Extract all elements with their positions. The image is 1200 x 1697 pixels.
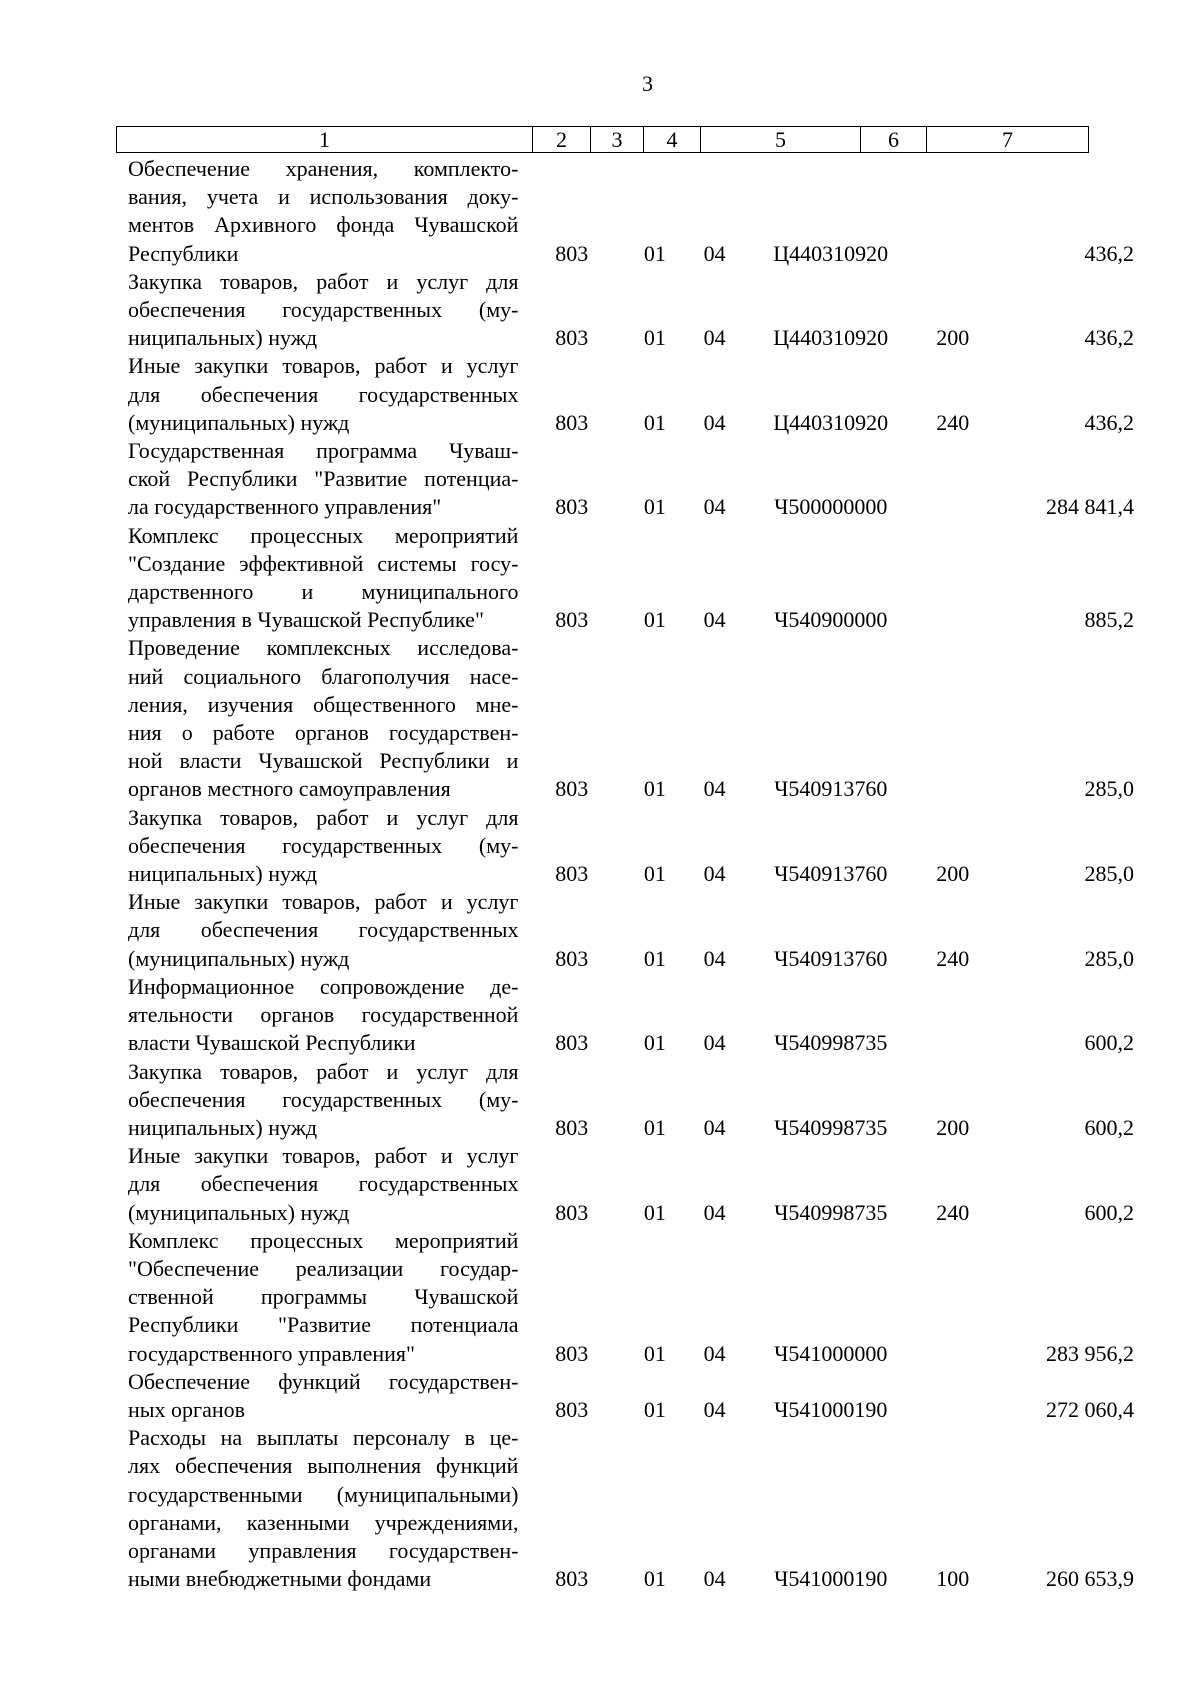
col-6-cell: 200 xyxy=(936,861,970,887)
description-line: (муниципальных) нужд xyxy=(128,1199,350,1225)
col-4-cell: 04 xyxy=(703,409,726,435)
col-2-cell: 803 xyxy=(555,1030,589,1056)
col-7-cell: 284 841,4 xyxy=(1046,494,1135,520)
description-line: для обеспечения государственных xyxy=(128,1171,519,1197)
col-2-cell: 803 xyxy=(555,607,589,633)
description-line: (муниципальных) нужд xyxy=(128,409,350,435)
table-row xyxy=(116,1227,1146,1368)
description-line: ниципальных) нужд xyxy=(128,1114,318,1140)
description-line: органами, казенными учреждениями, xyxy=(128,1509,519,1535)
col-3-cell: 01 xyxy=(643,607,666,633)
col-7-cell: 285,0 xyxy=(1084,861,1135,887)
description-line: "Обеспечение реализации государ- xyxy=(128,1255,519,1281)
description-line: органов местного самоуправления xyxy=(128,776,451,802)
col-2-cell: 803 xyxy=(555,861,589,887)
row-description xyxy=(116,1227,518,1368)
col-5-cell: Ч541000000 xyxy=(774,1340,888,1366)
col-5-cell: Ц440310920 xyxy=(773,409,889,435)
col-6-cell: 100 xyxy=(936,1566,970,1592)
col-4-cell: 04 xyxy=(703,776,726,802)
row-description xyxy=(116,1368,518,1424)
table-row xyxy=(116,268,1146,353)
table-row xyxy=(116,1058,1146,1143)
col-3-cell: 01 xyxy=(643,945,666,971)
description-line: Иные закупки товаров, работ и услуг xyxy=(128,889,519,915)
col-3-cell: 01 xyxy=(643,1114,666,1140)
table-row xyxy=(116,352,1146,437)
row-description xyxy=(116,973,518,1058)
description-line: ятельности органов государственной xyxy=(128,1002,519,1028)
header-col-2: 2 xyxy=(533,127,591,153)
description-line: государственными (муниципальными) xyxy=(128,1481,519,1507)
table-header xyxy=(116,126,1089,153)
col-5-cell: Ч540913760 xyxy=(774,776,888,802)
description-line: (муниципальных) нужд xyxy=(128,945,350,971)
description-line: ной власти Чувашской Республики и xyxy=(128,748,519,774)
table-body xyxy=(116,155,1146,1593)
description-line: Республики xyxy=(128,240,239,266)
col-4-cell: 04 xyxy=(703,607,726,633)
row-description xyxy=(116,888,518,973)
col-7-cell: 285,0 xyxy=(1084,776,1135,802)
page-number: 3 xyxy=(642,71,653,96)
description-line: ментов Архивного фонда Чувашской xyxy=(128,212,519,238)
description-line: ниципальных) нужд xyxy=(128,861,318,887)
description-line: "Создание эффективной системы госу- xyxy=(128,550,519,576)
table-row xyxy=(116,634,1146,803)
col-4-cell: 04 xyxy=(703,240,726,266)
col-7-cell: 436,2 xyxy=(1084,325,1135,351)
col-2-cell: 803 xyxy=(555,409,589,435)
col-2-cell: 803 xyxy=(555,240,589,266)
description-line: Иные закупки товаров, работ и услуг xyxy=(128,353,519,379)
description-line: лях обеспечения выполнения функций xyxy=(128,1453,519,1479)
col-2-cell: 803 xyxy=(555,325,589,351)
col-4-cell: 04 xyxy=(703,861,726,887)
col-4-cell: 04 xyxy=(703,1566,726,1592)
description-line: Закупка товаров, работ и услуг для xyxy=(128,268,519,294)
col-5-cell: Ч540913760 xyxy=(774,945,888,971)
header-col-4: 4 xyxy=(644,127,701,153)
header-col-7: 7 xyxy=(927,127,1089,153)
header-col-3: 3 xyxy=(591,127,644,153)
col-5-cell: Ц440310920 xyxy=(773,240,889,266)
col-7-cell: 436,2 xyxy=(1084,240,1135,266)
row-description xyxy=(116,352,518,437)
description-line: ных органов xyxy=(128,1396,246,1422)
description-line: Расходы на выплаты персоналу в це- xyxy=(128,1425,519,1451)
description-line: управления в Чувашской Республике" xyxy=(128,607,484,633)
col-3-cell: 01 xyxy=(643,325,666,351)
description-line: вания, учета и использования доку- xyxy=(128,184,519,210)
col-7-cell: 283 956,2 xyxy=(1046,1340,1135,1366)
row-description xyxy=(116,1424,518,1593)
col-2-cell: 803 xyxy=(555,494,589,520)
description-line: Закупка товаров, работ и услуг для xyxy=(128,1058,519,1084)
row-description xyxy=(116,1142,518,1227)
description-line: Обеспечение хранения, комплекто- xyxy=(128,156,519,181)
description-line: власти Чувашской Республики xyxy=(128,1030,416,1056)
col-3-cell: 01 xyxy=(643,1340,666,1366)
col-7-cell: 436,2 xyxy=(1084,409,1135,435)
col-2-cell: 803 xyxy=(555,1340,589,1366)
col-5-cell: Ч540998735 xyxy=(774,1199,888,1225)
col-7-cell: 600,2 xyxy=(1084,1114,1135,1140)
col-5-cell: Ч500000000 xyxy=(774,494,888,520)
description-line: Комплекс процессных мероприятий xyxy=(128,522,519,548)
description-line: Иные закупки товаров, работ и услуг xyxy=(128,1143,519,1169)
table-row xyxy=(116,437,1146,522)
table-row xyxy=(116,888,1146,973)
description-line: органами управления государствен- xyxy=(128,1537,519,1563)
col-4-cell: 04 xyxy=(703,1030,726,1056)
col-3-cell: 01 xyxy=(643,1396,666,1422)
col-7-cell: 272 060,4 xyxy=(1046,1396,1135,1422)
col-5-cell: Ц440310920 xyxy=(773,325,889,351)
row-description xyxy=(116,634,518,803)
col-5-cell: Ч541000190 xyxy=(774,1566,888,1592)
col-6-cell: 240 xyxy=(936,1199,970,1225)
description-line: ний социального благополучия насе- xyxy=(128,663,519,689)
header-col-5: 5 xyxy=(701,127,861,153)
description-line: Закупка товаров, работ и услуг для xyxy=(128,804,519,830)
col-3-cell: 01 xyxy=(643,1199,666,1225)
description-line: Проведение комплексных исследова- xyxy=(128,635,519,661)
col-2-cell: 803 xyxy=(555,1566,589,1592)
description-line: ла государственного управления" xyxy=(128,494,442,520)
description-line: ской Республики "Развитие потенциа- xyxy=(128,466,519,492)
description-line: для обеспечения государственных xyxy=(128,381,519,407)
description-line: Государственная программа Чуваш- xyxy=(128,438,519,464)
col-2-cell: 803 xyxy=(555,776,589,802)
table-row xyxy=(116,155,1146,268)
description-line: обеспечения государственных (му- xyxy=(128,832,519,858)
col-5-cell: Ч540900000 xyxy=(774,607,888,633)
row-description xyxy=(116,804,518,889)
col-3-cell: 01 xyxy=(643,1030,666,1056)
col-3-cell: 01 xyxy=(643,861,666,887)
description-line: Обеспечение функций государствен- xyxy=(128,1368,519,1394)
col-2-cell: 803 xyxy=(555,1114,589,1140)
description-line: Республики "Развитие потенциала xyxy=(128,1312,519,1338)
col-3-cell: 01 xyxy=(643,494,666,520)
description-line: обеспечения государственных (му- xyxy=(128,1086,519,1112)
table-row xyxy=(116,973,1146,1058)
description-line: обеспечения государственных (му- xyxy=(128,297,519,323)
col-2-cell: 803 xyxy=(555,1396,589,1422)
table-row xyxy=(116,804,1146,889)
table-row xyxy=(116,1424,1146,1593)
description-line: дарственного и муниципального xyxy=(128,579,519,605)
col-7-cell: 260 653,9 xyxy=(1046,1566,1135,1592)
col-6-cell: 240 xyxy=(936,945,970,971)
row-description xyxy=(116,1058,518,1143)
row-description xyxy=(116,522,518,635)
header-col-6: 6 xyxy=(861,127,927,153)
description-line: Комплекс процессных мероприятий xyxy=(128,1227,519,1253)
col-4-cell: 04 xyxy=(703,1340,726,1366)
col-4-cell: 04 xyxy=(703,1396,726,1422)
description-line: ственной программы Чувашской xyxy=(128,1284,519,1310)
col-4-cell: 04 xyxy=(703,325,726,351)
description-line: ниципальных) нужд xyxy=(128,325,318,351)
col-2-cell: 803 xyxy=(555,1199,589,1225)
col-4-cell: 04 xyxy=(703,945,726,971)
header-col-1: 1 xyxy=(117,127,533,153)
table-row xyxy=(116,522,1146,635)
col-3-cell: 01 xyxy=(643,1566,666,1592)
col-7-cell: 885,2 xyxy=(1084,607,1135,633)
description-line: ления, изучения общественного мне- xyxy=(128,691,519,717)
col-5-cell: Ч541000190 xyxy=(774,1396,888,1422)
col-7-cell: 285,0 xyxy=(1084,945,1135,971)
table-row xyxy=(116,1142,1146,1227)
col-7-cell: 600,2 xyxy=(1084,1030,1135,1056)
row-description xyxy=(116,268,518,353)
row-description xyxy=(116,437,518,522)
row-description xyxy=(116,155,518,268)
col-2-cell: 803 xyxy=(555,945,589,971)
col-5-cell: Ч540998735 xyxy=(774,1030,888,1056)
col-3-cell: 01 xyxy=(643,409,666,435)
col-6-cell: 240 xyxy=(936,409,970,435)
col-3-cell: 01 xyxy=(643,776,666,802)
col-4-cell: 04 xyxy=(703,1199,726,1225)
description-line: ными внебюджетными фондами xyxy=(128,1566,432,1592)
description-line: ния о работе органов государствен- xyxy=(128,720,519,746)
col-7-cell: 600,2 xyxy=(1084,1199,1135,1225)
description-line: государственного управления" xyxy=(128,1340,416,1366)
description-line: Информационное сопровождение де- xyxy=(128,973,519,999)
col-4-cell: 04 xyxy=(703,1114,726,1140)
col-4-cell: 04 xyxy=(703,494,726,520)
col-5-cell: Ч540913760 xyxy=(774,861,888,887)
table-row xyxy=(116,1368,1146,1424)
description-line: для обеспечения государственных xyxy=(128,917,519,943)
col-6-cell: 200 xyxy=(936,325,970,351)
col-6-cell: 200 xyxy=(936,1114,970,1140)
col-5-cell: Ч540998735 xyxy=(774,1114,888,1140)
col-3-cell: 01 xyxy=(643,240,666,266)
